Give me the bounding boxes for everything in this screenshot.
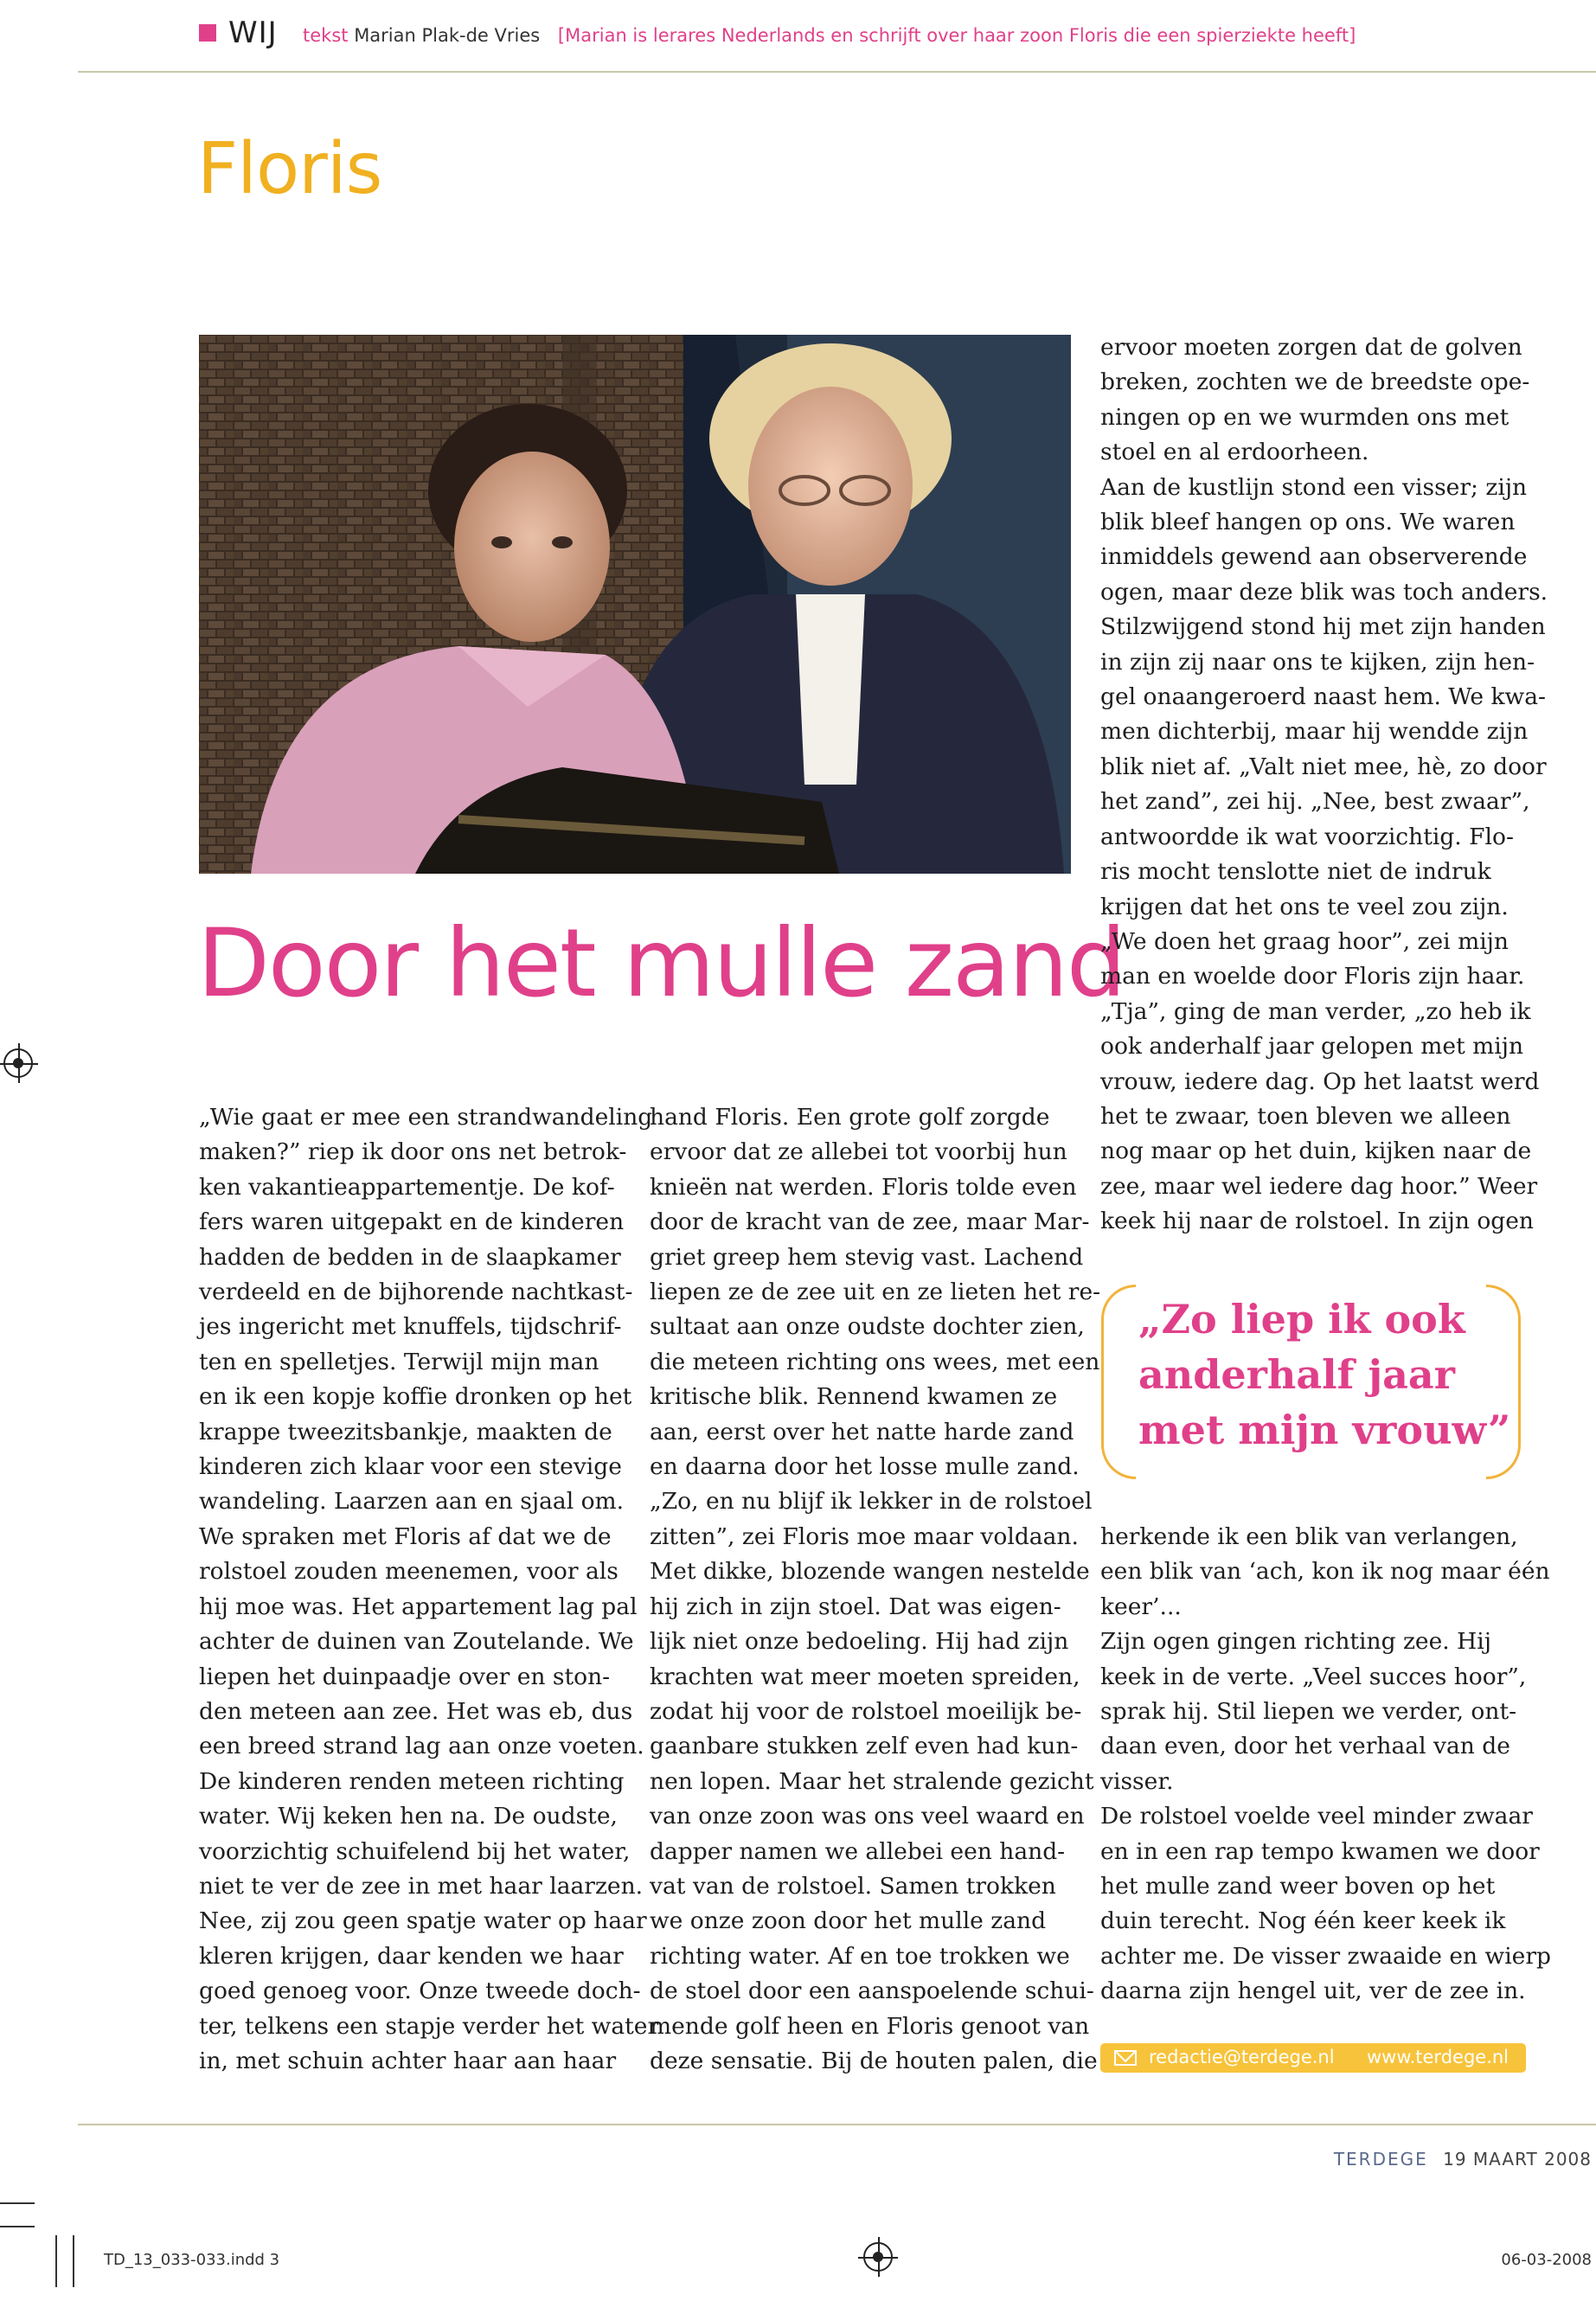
text-line: De kinderen renden meteen richting <box>199 1767 625 1795</box>
contact-email[interactable]: redactie@terdege.nl <box>1149 2047 1335 2067</box>
text-line: daan even, door het verhaal van de <box>1100 1733 1510 1760</box>
text-line: en in een rap tempo kwamen we door <box>1100 1837 1540 1865</box>
text-line: kritische blik. Rennend kwamen ze <box>650 1383 1058 1411</box>
text-line: richting water. Af en toe trokken we <box>650 1942 1070 1970</box>
text-line: het te zwaar, toen bleven we alleen <box>1100 1102 1511 1130</box>
text-line: breken, zochten we de breedste ope- <box>1100 369 1530 396</box>
magazine-name: TERDEGE <box>1333 2149 1428 2170</box>
text-line: We spraken met Floris af dat we de <box>199 1522 612 1550</box>
text-line: en daarna door het losse mulle zand. <box>650 1453 1080 1481</box>
text-line: blik bleef hangen op ons. We waren <box>1100 509 1516 536</box>
text-line: ervoor moeten zorgen dat de golven <box>1100 334 1522 361</box>
text-line: hand Floris. Een grote golf zorgde <box>650 1104 1050 1131</box>
website-prefix: www. <box>1367 2047 1416 2067</box>
text-line: herkende ik een blik van verlangen, <box>1100 1523 1518 1550</box>
page-footer <box>1334 2149 1592 2170</box>
text-line: ogen, maar deze blik was toch anders. <box>1100 578 1548 606</box>
text-line: ervoor dat ze allebei tot voorbij hun <box>650 1138 1067 1166</box>
photo-illustration <box>199 335 1071 874</box>
text-line: griet greep hem stevig vast. Lachend <box>650 1243 1084 1271</box>
pull-quote-line: anderhalf jaar <box>1138 1351 1455 1398</box>
text-line: visser. <box>1100 1767 1174 1795</box>
text-line: in, met schuin achter haar aan haar <box>199 2047 617 2074</box>
crop-mark <box>73 2235 74 2287</box>
text-line: jes ingericht met knuffels, tijdschrif- <box>199 1313 622 1341</box>
section-label: WIJ <box>228 16 278 50</box>
text-line: ter, telkens een stapje verder het water <box>199 2012 659 2040</box>
text-line: nog maar op het duin, kijken naar de <box>1100 1138 1532 1165</box>
text-line: voorzichtig schuifelend bij het water, <box>199 1837 631 1865</box>
text-line: mende golf heen en Floris genoot van <box>650 2012 1090 2040</box>
byline <box>303 25 1356 46</box>
text-line: daarna zijn hengel uit, ver de zee in. <box>1100 1977 1526 2005</box>
text-line: ningen op en we wurmden ons met <box>1100 403 1509 431</box>
text-line: keek in de verte. „Veel succes hoor”, <box>1100 1663 1527 1690</box>
text-line: Stilzwijgend stond hij met zijn handen <box>1100 613 1546 641</box>
text-line: maken?” riep ik door ons net betrok- <box>199 1138 627 1166</box>
text-line: deze sensatie. Bij de houten palen, die <box>650 2047 1098 2074</box>
text-line: krijgen dat het ons te veel zou zijn. <box>1100 893 1509 920</box>
text-line: knieën nat werden. Floris tolde even <box>650 1173 1077 1201</box>
pull-quote-line: „Zo liep ik ook <box>1138 1296 1465 1343</box>
text-line: „Wie gaat er mee een strandwandeling <box>199 1104 653 1131</box>
text-line: niet te ver de zee in met haar laarzen. <box>199 1872 644 1900</box>
text-line: krachten wat meer moeten spreiden, <box>650 1663 1080 1690</box>
text-line: liepen het duinpaadje over en ston- <box>199 1663 611 1690</box>
text-line: Met dikke, blozende wangen nestelde <box>650 1558 1090 1586</box>
text-line: vat van de rolstoel. Samen trokken <box>650 1872 1056 1900</box>
text-line: men dichterbij, maar hij wendde zijn <box>1100 718 1529 746</box>
text-line: gel onaangeroerd naast hem. We kwa- <box>1100 683 1546 711</box>
text-line: hij moe was. Het appartement lag pal <box>199 1593 638 1620</box>
text-line: achter me. De visser zwaaide en wierp <box>1100 1942 1551 1970</box>
text-line: Aan de kustlijn stond een visser; zijn <box>1100 473 1528 501</box>
text-line: aan, eerst over het natte harde zand <box>650 1418 1074 1445</box>
text-line: zitten”, zei Floris moe maar voldaan. <box>650 1522 1079 1550</box>
print-slug-date: 06-03-2008 <box>1501 2251 1592 2269</box>
text-line: hij zich in zijn stoel. Dat was eigen- <box>650 1593 1061 1620</box>
text-line: De rolstoel voelde veel minder zwaar <box>1100 1803 1533 1830</box>
running-header <box>199 16 1592 59</box>
text-line: Zijn ogen gingen richting zee. Hij <box>1100 1628 1491 1656</box>
text-line: fers waren uitgepakt en de kinderen <box>199 1208 625 1236</box>
byline-note: [Marian is lerares Nederlands en schrijft over haar zoon Floris die een spierziekte heeft] <box>557 25 1356 46</box>
text-line: verdeeld en de bijhorende nachtkast- <box>199 1279 633 1306</box>
bottom-rule <box>78 2124 1596 2125</box>
text-line: goed genoeg voor. Onze tweede doch- <box>199 1977 641 2005</box>
text-line: een breed strand lag aan onze voeten. <box>199 1733 644 1760</box>
text-column-3 <box>1100 330 1548 1240</box>
byline-label: tekst <box>303 25 349 46</box>
text-line: „We doen het graag hoor”, zei mijn <box>1100 927 1509 955</box>
text-line: stoel en al erdoorheen. <box>1100 439 1369 466</box>
text-line: „Zo, en nu blijf ik lekker in de rolstoel <box>650 1488 1093 1516</box>
text-line: van onze zoon was ons veel waard en <box>650 1803 1085 1830</box>
text-line: zee, maar wel iedere dag hoor.” Weer <box>1100 1172 1538 1200</box>
crop-mark <box>0 2226 35 2227</box>
crop-mark <box>0 2202 35 2204</box>
text-line: duin terecht. Nog één keer keek ik <box>1100 1907 1506 1935</box>
text-column-1 <box>199 1100 658 2079</box>
text-line: achter de duinen van Zoutelande. We <box>199 1628 634 1656</box>
text-line: dapper namen we allebei een hand- <box>650 1837 1066 1865</box>
byline-author: Marian Plak-de Vries <box>354 25 541 46</box>
text-line: zodat hij voor de rolstoel moeilijk be- <box>650 1697 1082 1725</box>
text-line: door de kracht van de zee, maar Mar- <box>650 1208 1090 1236</box>
text-line: een blik van ‘ach, kon ik nog maar één <box>1100 1558 1550 1586</box>
text-column-2 <box>650 1100 1100 2079</box>
text-line: water. Wij keken hen na. De oudste, <box>199 1803 618 1830</box>
text-line: en ik een kopje koffie dronken op het <box>199 1383 632 1411</box>
top-rule <box>78 71 1596 73</box>
text-line: de stoel door een aanspoelende schui- <box>650 1977 1094 2005</box>
text-line: antwoordde ik wat voorzichtig. Flo- <box>1100 823 1514 850</box>
text-line: sprak hij. Stil liepen we verder, ont- <box>1100 1698 1517 1726</box>
text-line: man en woelde door Floris zijn haar. <box>1100 963 1525 990</box>
text-line: kinderen zich klaar voor een stevige <box>199 1453 622 1481</box>
text-line: keer’... <box>1100 1593 1182 1620</box>
text-line: in zijn zij naar ons te kijken, zijn hen- <box>1100 648 1535 676</box>
text-line: het mulle zand weer boven op het <box>1100 1873 1496 1900</box>
contact-website[interactable] <box>1367 2047 1509 2067</box>
text-line: vrouw, iedere dag. Op het laatst werd <box>1100 1067 1540 1095</box>
text-line: krappe tweezitsbankje, maakten de <box>199 1418 612 1445</box>
envelope-icon <box>1114 2050 1137 2066</box>
text-line: „Tja”, ging de man verder, „zo heb ik <box>1100 997 1531 1025</box>
text-line: blik niet af. „Valt niet mee, hè, zo door <box>1100 753 1547 780</box>
issue-date: 19 MAART 2008 <box>1443 2149 1592 2170</box>
text-line: ris mocht tenslotte niet de indruk <box>1100 858 1491 886</box>
article-headline: Door het mulle zand <box>197 908 1125 1018</box>
text-line: gaanbare stukken zelf even had kun- <box>650 1733 1079 1760</box>
text-line: kleren krijgen, daar kenden we haar <box>199 1942 624 1970</box>
text-line: sultaat aan onze oudste dochter zien, <box>650 1313 1085 1341</box>
text-line: hadden de bedden in de slaapkamer <box>199 1243 621 1271</box>
pull-quote <box>1101 1285 1521 1479</box>
text-line: we onze zoon door het mulle zand <box>650 1907 1047 1935</box>
registration-mark-icon <box>863 2242 893 2272</box>
text-line: ten en spelletjes. Terwijl mijn man <box>199 1348 599 1375</box>
contact-bar <box>1100 2043 1526 2073</box>
website-domain: terdege.nl <box>1415 2047 1509 2067</box>
text-line: wandeling. Laarzen aan en sjaal om. <box>199 1488 625 1516</box>
text-line: keek hij naar de rolstoel. In zijn ogen <box>1100 1208 1534 1235</box>
text-line: nen lopen. Maar het stralende gezicht <box>650 1767 1094 1795</box>
text-column-3-continued <box>1100 1520 1551 2009</box>
text-line: Nee, zij zou geen spatje water op haar <box>199 1907 647 1935</box>
crop-mark <box>55 2235 57 2287</box>
text-line: liepen ze de zee uit en ze lieten het re- <box>650 1279 1101 1306</box>
text-line: lijk niet onze bedoeling. Hij had zijn <box>650 1628 1069 1656</box>
text-line: rolstoel zouden meenemen, voor als <box>199 1558 619 1586</box>
print-slug-file: TD_13_033-033.indd 3 <box>104 2251 280 2269</box>
article-photo <box>199 335 1071 874</box>
pull-quote-line: met mijn vrouw” <box>1138 1407 1511 1453</box>
page-title: Floris <box>197 128 382 210</box>
registration-mark-icon <box>3 1048 33 1078</box>
text-line: die meteen richting ons wees, met een <box>650 1348 1100 1375</box>
text-line: ken vakantieappartementje. De kof- <box>199 1173 615 1201</box>
quote-bracket-left <box>1101 1285 1136 1479</box>
text-line: ook anderhalf jaar gelopen met mijn <box>1100 1033 1524 1061</box>
section-marker <box>199 24 216 42</box>
pull-quote-text <box>1138 1292 1510 1458</box>
text-line: het zand”, zei hij. „Nee, best zwaar”, <box>1100 788 1530 816</box>
text-line: inmiddels gewend aan observerende <box>1100 543 1528 571</box>
text-line: den meteen aan zee. Het was eb, dus <box>199 1697 633 1725</box>
